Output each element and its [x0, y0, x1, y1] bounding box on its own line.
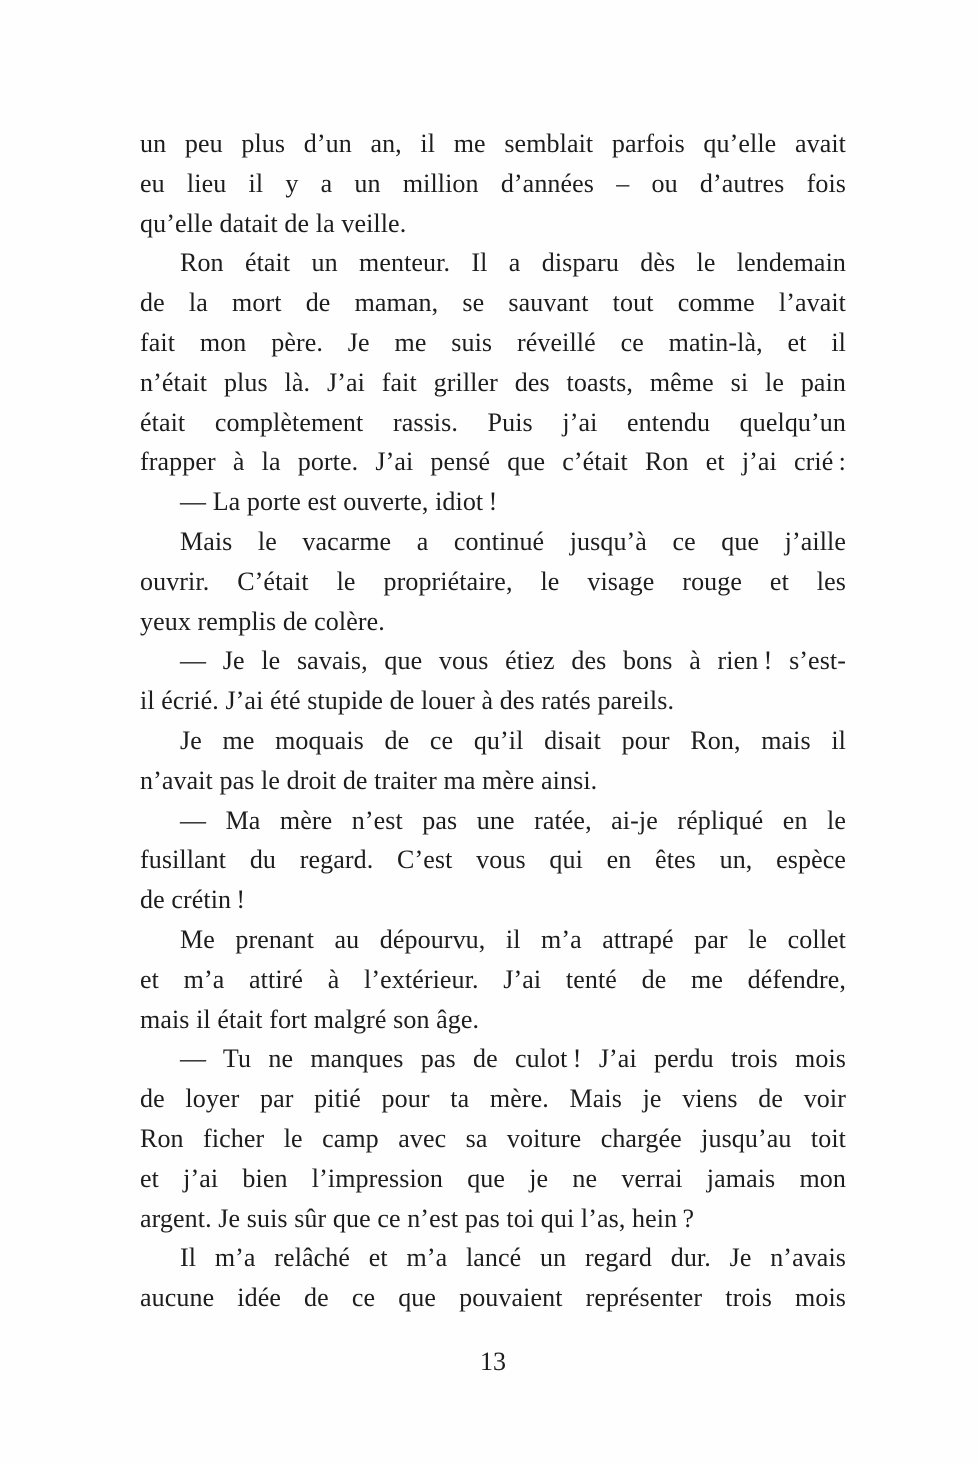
text-line: un peu plus d’un an, il me semblait parfois qu’elle avait: [140, 129, 846, 158]
text-line: il écrié. J’ai été stupide de louer à des ratés pareils.: [140, 686, 675, 716]
text-line: et m’a attiré à l’extérieur. J’ai tenté de me défendre,: [140, 964, 846, 994]
text-line: Ron ficher le camp avec sa voiture chargée jusqu’au toit: [140, 1123, 846, 1153]
text-line: de la mort de maman, se sauvant tout comme l’avait: [140, 288, 846, 318]
text-line: fait mon père. Je me suis réveillé ce matin-là, et il: [140, 327, 846, 357]
text-line: frapper à la porte. J’ai pensé que c’était Ron et j’ai crié :: [140, 447, 846, 477]
text-line: et j’ai bien l’impression que je ne verrai jamais mon: [140, 1163, 846, 1193]
text-line: fusillant du regard. C’est vous qui en êtes un, espèce: [140, 845, 846, 875]
text-line: ouvrir. C’était le propriétaire, le visage rouge et les: [140, 566, 846, 596]
text-line: — Je le savais, que vous étiez des bons à rien ! s’est-: [180, 646, 846, 676]
text-line: de loyer par pitié pour ta mère. Mais je viens de voir: [140, 1084, 846, 1114]
text-line: Il m’a relâché et m’a lancé un regard dur. Je n’avais: [180, 1243, 846, 1273]
text-line: — Tu ne manques pas de culot ! J’ai perdu trois mois: [180, 1044, 846, 1074]
text-line: Je me moquais de ce qu’il disait pour Ron, mais il: [180, 725, 846, 755]
page-number: 13: [480, 1347, 506, 1376]
text-line: Ron était un menteur. Il a disparu dès le lendemain: [180, 248, 846, 278]
text-line: Me prenant au dépourvu, il m’a attrapé par le collet: [180, 924, 846, 954]
text-line: yeux remplis de colère.: [140, 606, 385, 636]
text-line: Mais le vacarme a continué jusqu’à ce que j’aille: [180, 526, 846, 556]
text-line: n’était plus là. J’ai fait griller des toasts, même si le pain: [140, 367, 846, 397]
text-line: de crétin !: [140, 885, 246, 915]
text-line: mais il était fort malgré son âge.: [140, 1004, 480, 1034]
text-line: qu’elle datait de la veille.: [140, 208, 407, 238]
page-text: [140, 124, 846, 1318]
text-line: aucune idée de ce que pouvaient représenter trois mois: [140, 1283, 846, 1313]
text-line: était complètement rassis. Puis j’ai entendu quelqu’un: [140, 407, 846, 437]
text-line: argent. Je suis sûr que ce n’est pas toi qui l’as, hein ?: [140, 1203, 695, 1233]
text-line: — La porte est ouverte, idiot !: [180, 487, 498, 517]
text-line: — Ma mère n’est pas une ratée, ai-je répliqué en le: [180, 805, 846, 835]
text-line: n’avait pas le droit de traiter ma mère ainsi.: [140, 765, 598, 795]
text-line: eu lieu il y a un million d’années – ou d’autres fois: [140, 168, 846, 198]
